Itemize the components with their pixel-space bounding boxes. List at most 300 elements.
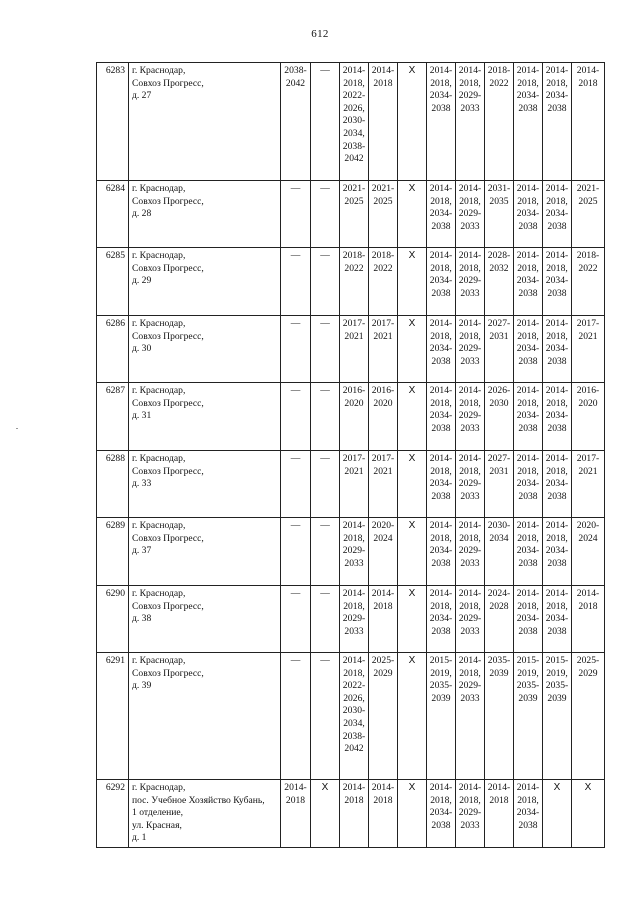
cell-line: 2029- xyxy=(458,680,482,692)
period-cell xyxy=(514,316,543,383)
cell-line: 2038 xyxy=(431,490,451,502)
period-cell xyxy=(572,653,605,780)
cell-line: 2039 xyxy=(489,667,509,679)
empty-dash-cell xyxy=(281,383,311,451)
row-number: 6286 xyxy=(97,316,129,383)
cell-line: 2038 xyxy=(547,557,567,569)
cell-line: — xyxy=(320,453,330,464)
page-number: 612 xyxy=(311,28,329,40)
table-row xyxy=(97,586,605,653)
cell-line: 2031- xyxy=(487,183,511,194)
cell-line: 2029- xyxy=(458,343,482,355)
cell-line: X xyxy=(408,453,416,464)
cell-line: 2025 xyxy=(578,195,598,207)
cell-line: 2033 xyxy=(460,355,480,367)
cell-line: 2024 xyxy=(373,532,393,544)
cell-line: 2030- xyxy=(342,705,366,717)
table-row xyxy=(97,780,605,848)
cell-line: — xyxy=(290,520,301,531)
cell-line: 2018, xyxy=(459,532,481,544)
table-body xyxy=(97,63,605,848)
cell-line: 2034- xyxy=(516,410,540,422)
cell-line: X xyxy=(408,250,416,261)
address-line: д. 37 xyxy=(132,545,152,557)
cell-line: 2014- xyxy=(545,588,569,599)
cell-line: 2018, xyxy=(546,397,568,409)
cell-line: 2014- xyxy=(458,655,482,666)
cell-line: 2022- xyxy=(342,90,366,102)
cell-line: 2017- xyxy=(576,318,600,329)
address-cell xyxy=(129,518,281,586)
cell-line: 2018- xyxy=(487,65,511,76)
period-cell xyxy=(369,518,398,586)
cell-line: 2038 xyxy=(431,557,451,569)
cell-line: 2014- xyxy=(458,318,482,329)
address-cell xyxy=(129,181,281,248)
cell-line: 2018 xyxy=(578,600,598,612)
address-cell xyxy=(129,248,281,316)
cell-line: 2038- xyxy=(342,140,366,152)
empty-dash-cell xyxy=(311,181,340,248)
cell-line: 2014- xyxy=(429,782,453,793)
cell-line: 2024 xyxy=(578,532,598,544)
cell-line: 2025 xyxy=(373,195,393,207)
cell-line: 2018, xyxy=(459,262,481,274)
cell-line: 2014- xyxy=(458,385,482,396)
cell-line: 2026- xyxy=(487,385,511,396)
cell-line: 2020 xyxy=(578,397,598,409)
period-cell xyxy=(427,181,456,248)
period-cell xyxy=(456,780,485,848)
cell-line: 2033 xyxy=(460,692,480,704)
period-cell xyxy=(543,248,572,316)
cell-line: 2038 xyxy=(431,102,451,114)
cell-line: 2038 xyxy=(431,287,451,299)
cell-line: 2016- xyxy=(576,385,600,396)
cell-line: 2034- xyxy=(545,90,569,102)
cell-line: 2014- xyxy=(284,782,307,793)
cell-line: 2026, xyxy=(343,692,365,704)
cell-line: 2014- xyxy=(516,250,540,261)
empty-dash-cell xyxy=(281,518,311,586)
cell-line: 2020 xyxy=(344,397,364,409)
cell-line: 2029 xyxy=(373,667,393,679)
cell-line: 2014- xyxy=(429,520,453,531)
cell-line: 2014- xyxy=(458,250,482,261)
address-line: Совхоз Прогресс, xyxy=(132,667,204,679)
cell-line: 2014- xyxy=(458,65,482,76)
address-line: г. Краснодар, xyxy=(132,65,186,76)
cell-line: 2029- xyxy=(342,613,366,625)
cell-line: 2038 xyxy=(518,102,538,114)
cell-line: 2035- xyxy=(487,655,511,666)
cell-line: 2029- xyxy=(458,208,482,220)
cell-line: 2014- xyxy=(342,782,366,793)
cell-line: 2018, xyxy=(546,262,568,274)
cell-line: 2018, xyxy=(546,600,568,612)
address-line: 1 отделение, xyxy=(132,807,184,819)
table-row xyxy=(97,653,605,780)
empty-dash-cell xyxy=(311,316,340,383)
cell-line: 2034 xyxy=(489,532,509,544)
not-applicable-cell xyxy=(543,780,572,848)
period-cell xyxy=(340,63,369,181)
cell-line: 2014- xyxy=(429,250,453,261)
cell-line: 2017- xyxy=(371,453,395,464)
cell-line: 2014- xyxy=(429,318,453,329)
cell-line: X xyxy=(584,782,592,793)
empty-dash-cell xyxy=(281,586,311,653)
cell-line: 2034- xyxy=(429,545,453,557)
cell-line: 2035- xyxy=(516,680,540,692)
cell-line: 2020 xyxy=(373,397,393,409)
cell-line: 2034- xyxy=(429,90,453,102)
period-cell xyxy=(340,586,369,653)
cell-line: 2014- xyxy=(342,655,366,666)
cell-line: 2018, xyxy=(430,397,452,409)
period-cell xyxy=(427,451,456,518)
cell-line: 2018, xyxy=(546,532,568,544)
cell-line: 2018, xyxy=(546,195,568,207)
cell-line: 2014- xyxy=(516,318,540,329)
period-cell xyxy=(543,653,572,780)
empty-dash-cell xyxy=(311,248,340,316)
cell-line: 2038 xyxy=(547,355,567,367)
period-cell xyxy=(369,181,398,248)
empty-dash-cell xyxy=(281,653,311,780)
not-applicable-cell xyxy=(398,518,427,586)
period-cell xyxy=(369,316,398,383)
address-line: д. 28 xyxy=(132,208,152,220)
empty-dash-cell xyxy=(311,63,340,181)
period-cell xyxy=(369,248,398,316)
cell-line: X xyxy=(408,65,416,76)
cell-line: 2018, xyxy=(343,532,365,544)
empty-dash-cell xyxy=(311,518,340,586)
cell-line: 2038 xyxy=(518,490,538,502)
cell-line: 2014- xyxy=(516,588,540,599)
cell-line: 2039 xyxy=(431,692,451,704)
not-applicable-cell xyxy=(398,451,427,518)
cell-line: 2022 xyxy=(373,262,393,274)
cell-line: 2018 xyxy=(373,600,393,612)
cell-line: — xyxy=(320,655,330,666)
cell-line: 2014- xyxy=(516,782,540,793)
period-cell xyxy=(572,63,605,181)
period-cell xyxy=(543,181,572,248)
row-number: 6285 xyxy=(97,248,129,316)
row-number: 6292 xyxy=(97,780,129,848)
cell-line: 2021 xyxy=(373,330,393,342)
period-cell xyxy=(427,383,456,451)
address-line: д. 39 xyxy=(132,680,152,692)
table-row xyxy=(97,316,605,383)
period-cell xyxy=(456,451,485,518)
cell-line: — xyxy=(290,385,301,396)
not-applicable-cell xyxy=(398,653,427,780)
cell-line: 2038 xyxy=(518,819,538,831)
cell-line: X xyxy=(408,588,416,599)
cell-line: 2034- xyxy=(516,275,540,287)
cell-line: X xyxy=(408,782,416,793)
period-cell xyxy=(427,780,456,848)
period-cell xyxy=(281,780,311,848)
cell-line: 2033 xyxy=(460,625,480,637)
cell-line: 2034, xyxy=(343,127,365,139)
address-line: д. 33 xyxy=(132,478,152,490)
cell-line: 2034- xyxy=(545,545,569,557)
cell-line: 2020- xyxy=(576,520,600,531)
empty-dash-cell xyxy=(281,248,311,316)
cell-line: 2038 xyxy=(431,355,451,367)
cell-line: 2020- xyxy=(371,520,395,531)
period-cell xyxy=(427,316,456,383)
not-applicable-cell xyxy=(398,780,427,848)
cell-line: — xyxy=(290,453,301,464)
row-number: 6289 xyxy=(97,518,129,586)
cell-line: 2038 xyxy=(431,819,451,831)
address-line: Совхоз Прогресс, xyxy=(132,465,204,477)
cell-line: 2014- xyxy=(545,250,569,261)
cell-line: 2014- xyxy=(429,385,453,396)
cell-line: 2033 xyxy=(460,557,480,569)
period-cell xyxy=(514,780,543,848)
address-line: г. Краснодар, xyxy=(132,782,186,793)
cell-line: 2014- xyxy=(429,183,453,194)
cell-line: 2033 xyxy=(460,220,480,232)
cell-line: 2033 xyxy=(460,102,480,114)
cell-line: 2038 xyxy=(431,625,451,637)
cell-line: 2018, xyxy=(430,600,452,612)
cell-line: 2034- xyxy=(429,410,453,422)
period-cell xyxy=(369,780,398,848)
cell-line: 2018, xyxy=(430,465,452,477)
cell-line: 2018, xyxy=(459,465,481,477)
period-cell xyxy=(340,653,369,780)
cell-line: 2034- xyxy=(516,613,540,625)
address-line: д. 38 xyxy=(132,613,152,625)
empty-dash-cell xyxy=(281,316,311,383)
cell-line: 2018, xyxy=(517,195,539,207)
cell-line: 2038 xyxy=(518,557,538,569)
address-line: г. Краснодар, xyxy=(132,655,186,666)
cell-line: 2029 xyxy=(578,667,598,679)
period-cell xyxy=(514,63,543,181)
cell-line: 2029- xyxy=(458,613,482,625)
cell-line: 2038- xyxy=(342,730,366,742)
period-cell xyxy=(485,248,514,316)
cell-line: 2034- xyxy=(545,343,569,355)
cell-line: 2022- xyxy=(342,680,366,692)
cell-line: 2014- xyxy=(516,183,540,194)
period-cell xyxy=(514,181,543,248)
address-line: Совхоз Прогресс, xyxy=(132,532,204,544)
cell-line: 2038 xyxy=(547,287,567,299)
address-line: Совхоз Прогресс, xyxy=(132,397,204,409)
cell-line: 2033 xyxy=(344,625,364,637)
cell-line: 2018, xyxy=(459,77,481,89)
not-applicable-cell xyxy=(572,780,605,848)
period-cell xyxy=(427,586,456,653)
cell-line: 2016- xyxy=(371,385,395,396)
period-cell xyxy=(485,316,514,383)
empty-dash-cell xyxy=(311,451,340,518)
cell-line: 2035- xyxy=(429,680,453,692)
cell-line: 2018, xyxy=(343,600,365,612)
period-cell xyxy=(281,63,311,181)
cell-line: 2025- xyxy=(371,655,395,666)
cell-line: — xyxy=(320,520,330,531)
period-cell xyxy=(340,780,369,848)
cell-line: 2015- xyxy=(516,655,540,666)
period-cell xyxy=(369,586,398,653)
cell-line: 2038 xyxy=(431,422,451,434)
cell-line: — xyxy=(290,250,301,261)
period-cell xyxy=(543,518,572,586)
cell-line: 2018, xyxy=(430,195,452,207)
cell-line: X xyxy=(408,183,416,194)
cell-line: 2033 xyxy=(460,422,480,434)
cell-line: 2014- xyxy=(516,65,540,76)
cell-line: 2018, xyxy=(517,600,539,612)
cell-line: 2038 xyxy=(547,422,567,434)
period-cell xyxy=(543,383,572,451)
address-line: Совхоз Прогресс, xyxy=(132,330,204,342)
empty-dash-cell xyxy=(281,451,311,518)
address-line: Совхоз Прогресс, xyxy=(132,600,204,612)
address-line: д. 29 xyxy=(132,275,152,287)
row-number: 6284 xyxy=(97,181,129,248)
period-cell xyxy=(369,63,398,181)
cell-line: 2021 xyxy=(344,465,364,477)
cell-line: 2014- xyxy=(342,588,366,599)
cell-line: — xyxy=(320,65,330,76)
period-cell xyxy=(514,451,543,518)
period-cell xyxy=(485,518,514,586)
address-line: д. 27 xyxy=(132,90,152,102)
cell-line: 2014- xyxy=(516,385,540,396)
cell-line: 2039 xyxy=(547,692,567,704)
period-cell xyxy=(543,63,572,181)
period-cell xyxy=(514,518,543,586)
cell-line: 2038 xyxy=(518,355,538,367)
cell-line: 2014- xyxy=(545,183,569,194)
cell-line: 2021 xyxy=(344,330,364,342)
period-cell xyxy=(456,181,485,248)
period-cell xyxy=(543,316,572,383)
period-cell xyxy=(572,586,605,653)
period-cell xyxy=(456,248,485,316)
cell-line: 2028- xyxy=(487,250,511,261)
address-line: д. 1 xyxy=(132,832,147,844)
period-cell xyxy=(572,451,605,518)
cell-line: 2014- xyxy=(516,453,540,464)
not-applicable-cell xyxy=(311,780,340,848)
cell-line: 2029- xyxy=(458,90,482,102)
address-cell xyxy=(129,451,281,518)
cell-line: 2029- xyxy=(458,275,482,287)
table-row xyxy=(97,451,605,518)
cell-line: 2018, xyxy=(459,195,481,207)
cell-line: 2034- xyxy=(429,478,453,490)
period-cell xyxy=(340,451,369,518)
cell-line: 2014- xyxy=(429,65,453,76)
cell-line: 2018, xyxy=(546,330,568,342)
not-applicable-cell xyxy=(398,383,427,451)
table-row xyxy=(97,248,605,316)
period-cell xyxy=(514,383,543,451)
address-cell xyxy=(129,316,281,383)
table-row xyxy=(97,181,605,248)
cell-line: — xyxy=(320,318,330,329)
cell-line: 2014- xyxy=(545,520,569,531)
cell-line: 2042 xyxy=(285,77,306,89)
period-cell xyxy=(572,316,605,383)
cell-line: 2014- xyxy=(545,453,569,464)
cell-line: 2018, xyxy=(517,330,539,342)
cell-line: 2019, xyxy=(517,667,539,679)
period-cell xyxy=(456,316,485,383)
cell-line: 2016- xyxy=(342,385,366,396)
period-cell xyxy=(427,518,456,586)
cell-line: 2025- xyxy=(576,655,600,666)
cell-line: 2014- xyxy=(545,65,569,76)
table-row xyxy=(97,63,605,181)
empty-dash-cell xyxy=(311,586,340,653)
period-cell xyxy=(427,653,456,780)
cell-line: 2029- xyxy=(458,410,482,422)
address-cell xyxy=(129,383,281,451)
cell-line: 2018 xyxy=(489,794,509,806)
row-number: 6290 xyxy=(97,586,129,653)
cell-line: 2014- xyxy=(545,385,569,396)
period-cell xyxy=(514,653,543,780)
period-cell xyxy=(572,181,605,248)
period-cell xyxy=(340,181,369,248)
not-applicable-cell xyxy=(398,181,427,248)
cell-line: 2018, xyxy=(430,532,452,544)
period-cell xyxy=(456,63,485,181)
period-cell xyxy=(572,518,605,586)
cell-line: 2029- xyxy=(458,478,482,490)
cell-line: 2018 xyxy=(578,77,598,89)
scan-speck xyxy=(16,428,18,429)
cell-line: — xyxy=(320,588,330,599)
cell-line: 2034- xyxy=(516,807,540,819)
address-cell xyxy=(129,586,281,653)
address-line: г. Краснодар, xyxy=(132,318,186,329)
address-line: Совхоз Прогресс, xyxy=(132,77,204,89)
period-cell xyxy=(369,451,398,518)
cell-line: 2018, xyxy=(459,397,481,409)
row-number: 6288 xyxy=(97,451,129,518)
cell-line: 2017- xyxy=(342,318,366,329)
cell-line: 2014- xyxy=(458,453,482,464)
period-cell xyxy=(456,586,485,653)
cell-line: 2034- xyxy=(429,807,453,819)
cell-line: 2022 xyxy=(344,262,364,274)
address-line: г. Краснодар, xyxy=(132,588,186,599)
cell-line: 2034- xyxy=(545,208,569,220)
period-cell xyxy=(485,63,514,181)
period-cell xyxy=(543,451,572,518)
cell-line: 2038 xyxy=(547,102,567,114)
period-cell xyxy=(485,653,514,780)
cell-line: 2018- xyxy=(576,250,600,261)
cell-line: 2033 xyxy=(460,819,480,831)
cell-line: 2034- xyxy=(516,208,540,220)
cell-line: 2018, xyxy=(517,532,539,544)
